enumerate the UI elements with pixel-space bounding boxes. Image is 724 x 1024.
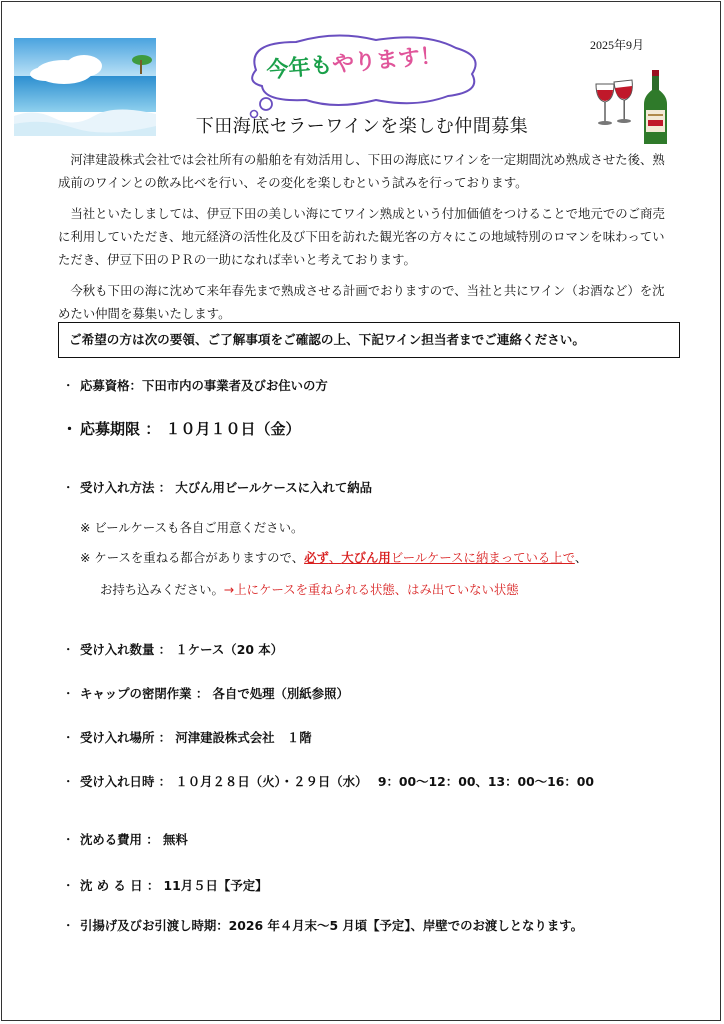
item-return [62,916,583,934]
item-cap [62,684,349,702]
bullet: ・ [62,730,75,745]
intro-paragraphs [58,148,668,333]
item-method [62,478,372,496]
deadline-text: 応募期限 ： １０月１０日（金） [80,420,301,438]
intro-paragraph-2: 当社といたしましては、伊豆下田の美しい海にてワイン熟成という付加価値をつけることで地元でのご商売に利用していただき、地元経済の活性化及び下田を訪れた観光客の方々にこの地域特別のロマンを味わっていただき、伊豆下田のＰＲの一助になれば幸いと考えております。 [58,206,665,267]
item-place [62,728,312,746]
item-quantity [62,640,283,658]
bullet: ・ [62,480,75,495]
badge-part1: 今年も [265,52,334,84]
quantity-text: 受け入れ数量 ： １ケース（20 本） [80,642,284,657]
date: 2025年9月 [590,38,645,52]
intro-paragraph-3: 今秋も下田の海に沈めて来年春先まで熟成させる計画でおりますので、当社と共にワイン（お酒など）を沈めたい仲間を募集いたします。 [58,283,665,321]
bullet: ・ [62,378,75,393]
return-text: 引揚げ及びお引渡し時期：2026 年４月末～5 月頃【予定】、岸壁でのお渡しとなります。 [80,918,583,933]
item-deadline [62,418,300,439]
bullet: ・ [62,918,75,933]
bullet: ・ [62,686,75,701]
note-3-prefix: お持ち込みください。 [100,582,224,597]
badge-part2: やります！ [331,43,443,78]
page-title: 下田海底セラーワインを楽しむ仲間募集 [195,116,529,137]
note-2-bold: 大びん用 [341,550,391,565]
item-eligibility [62,376,328,394]
note-2-prefix: ※ ケースを重ねる都合がありますので、 [80,550,305,565]
place-text: 受け入れ場所 ： 河津建設株式会社 １階 [80,730,312,745]
item-sink-date [62,876,268,894]
bullet: ・ [62,420,78,438]
note-2-end: 、 [574,550,588,565]
item-fee [62,830,188,848]
note-2-comma: 、 [328,550,342,565]
note-2-must: 必ず [304,550,329,565]
note-2-rest: ビールケースに納まっている上で [390,550,575,565]
intro-paragraph-1: 河津建設株式会社では会社所有の船舶を有効活用し、下田の海底にワインを一定期間沈め熟成させた後、熟成前のワインとの飲み比べを行い、その変化を楽しむという試みを行っております。 [58,152,665,190]
note-1: ※ ビールケースも各自ご用意ください。 [80,520,304,535]
bullet: ・ [62,832,75,847]
note-3-red: →上にケースを重ねられる状態、はみ出ていない状態 [223,582,519,597]
method-text: 受け入れ方法 ： 大びん用ビールケースに入れて納品 [80,480,372,495]
fee-text: 沈める費用 ： 無料 [80,832,188,847]
eligibility-text: 応募資格：下田市内の事業者及びお住いの方 [80,378,328,393]
notice-box: ご希望の方は次の要領、ご了解事項をご確認の上、下記ワイン担当者までご連絡ください。 [58,322,680,358]
sink-date-text: 沈 め る 日 ： 11月５日【予定】 [80,878,268,893]
cap-text: キャップの密閉作業 ： 各自で処理（別紙参照） [80,686,349,701]
note-3 [100,580,519,598]
bullet: ・ [62,642,75,657]
note-2 [80,548,587,566]
item-datetime [62,772,594,790]
datetime-text: 受け入れ日時 ： １０月２８日（火）・２９日（水） 9：00～12：00、13：00～16：00 [80,774,594,789]
bullet: ・ [62,774,75,789]
bullet: ・ [62,878,75,893]
